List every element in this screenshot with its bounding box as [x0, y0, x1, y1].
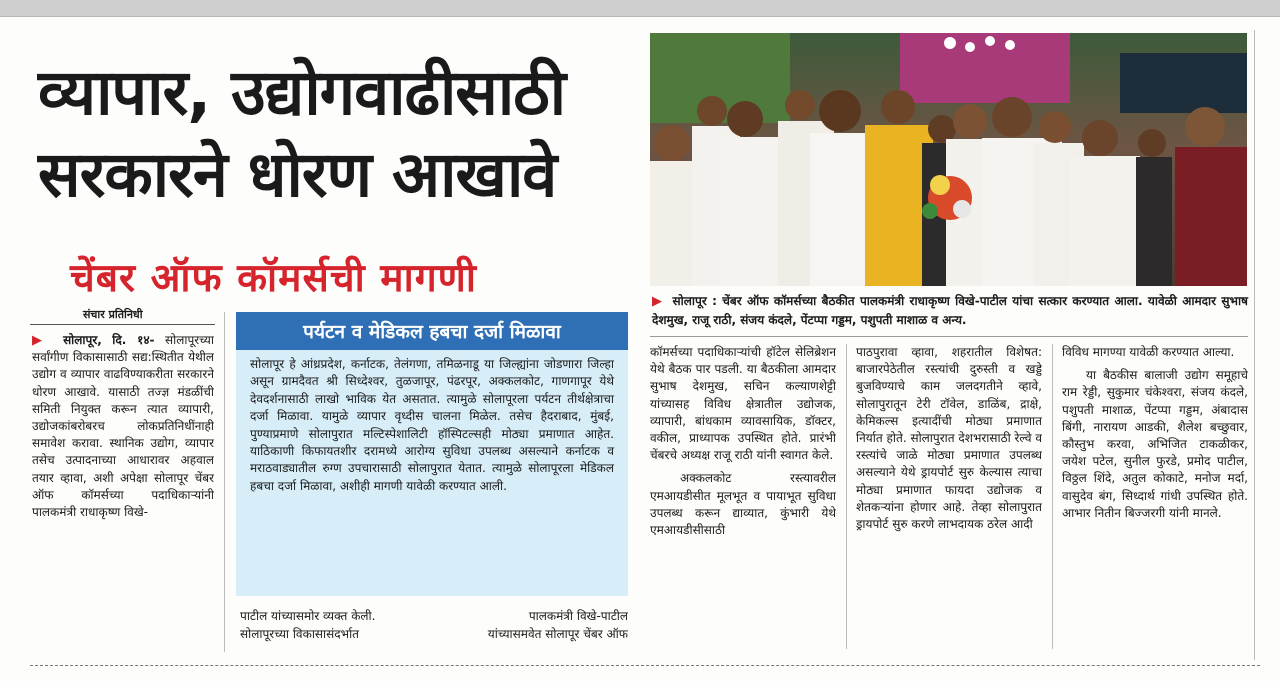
bullet-arrow-icon: ▶: [32, 333, 49, 348]
byline: संचार प्रतिनिधी: [83, 308, 143, 321]
column-divider: [224, 312, 225, 652]
photo-caption: [652, 292, 1248, 330]
caption-arrow-icon: ▶: [652, 294, 664, 309]
headline: [38, 52, 638, 216]
below-box-line1-b: पालकमंत्री विखे-पाटील: [528, 609, 628, 623]
column-5: [1062, 344, 1248, 649]
column-3-para-1: कॉमर्सच्या पदाधिकाऱ्यांची हॉटेल सेलिब्रेशन येथे बैठक पार पडली. या बैठकीला आमदार सुभाष देशमुख, सचिन कल्याणशेट्टी यांच्यासह विविध क्षेत्रातील उद्योजक, व्यापारी, बांधकाम व्यावसायिक, डॉक्टर, वकील, प्राध्यापक उपस्थित होते. प्रारंभी चेंबरचे अध्यक्ष राजू राठी यांनी स्वागत केले.: [650, 345, 836, 463]
dateline-date: दि. १४-: [112, 333, 155, 347]
adjacent-article-fragment: [1258, 33, 1280, 653]
below-box-line2-a: सोलापूरच्या विकासासंदर्भात: [240, 627, 360, 641]
below-box-text: [240, 607, 628, 647]
below-box-line2-b: यांच्यासमवेत सोलापूर चेंबर ऑफ: [487, 627, 628, 641]
column-5-para-1: विविध मागण्या यावेळी करण्यात आल्या.: [1062, 345, 1235, 359]
below-box-line1-a: पाटील यांच्यासमोर व्यक्त केली.: [240, 609, 376, 623]
page-edge-divider: [1254, 30, 1255, 660]
left-column-text: सोलापूरच्या सर्वांगीण विकासासाठी सद्य:स्थितीत येथील उद्योग व व्यापार वाढविण्याकरीता सरकारने धोरण आखावे. यासाठी तज्ज्ञ मंडळींची समिती नियुक्त करून त्यात व्यापारी, उद्योजकांबरोबरच लोकप्रतिनिधींनाही समावेश करावा. स्थानिक उद्योग, व्यापार तसेच उत्पादनाच्या आधारावर अहवाल तयार व्हावा, अशी अपेक्षा सोलापूर चेंबर ऑफ कॉमर्सच्या पदाधिकाऱ्यांनी पालकमंत्री राधाकृष्ण विखे-: [32, 333, 214, 520]
column-3: [650, 344, 836, 649]
top-bar: [0, 0, 1280, 17]
photo-illustration: [650, 33, 1247, 286]
bottom-divider: [30, 665, 1260, 666]
byline-divider: [30, 324, 215, 325]
caption-divider: [650, 336, 1248, 337]
column-divider: [846, 344, 847, 649]
box-body: [236, 350, 628, 596]
box-text: सोलापूर हे आंध्रप्रदेश, कर्नाटक, तेलंगणा, तमिळनाडू या जिल्ह्यांना जोडणारा जिल्हा असून ग्रामदैवत श्री सिध्देश्वर, तुळजापूर, पंढरपूर, अक्कलकोट, गाणगापूर येथे देवदर्शनासाठी लाखो भाविक येत असतात. त्यामुळे सोलापूरला पर्यटन तीर्थक्षेत्राचा दर्जा मिळावा. यामुळे व्यापार वृध्दीस चालना मिळेल. तसेच हैदराबाद, मुंबई, पुण्याप्रमाणे सोलापुरात मल्टिस्पेशालिटी हॉस्पिटल्सही मोठ्या प्रमाणात आहेत. याठिकाणी किफायतशीर दरामध्ये आरोग्य सुविधा उपलब्ध असल्याने कर्नाटक व मराठवाड्यातील रुग्ण उपचारासाठी सोलापुरात येतात. त्यामुळे सोलापूरला मेडिकल हबचा दर्जा मिळावा, अशीही मागणी यावेळी करण्यात आली.: [250, 357, 614, 493]
headline-line-2: सरकारने धोरण आखावे: [38, 138, 557, 211]
column-5-para-2: या बैठकीस बालाजी उद्योग समूहाचे राम रेड्डी, सुकुमार चंकेश्वरा, संजय कंदले, पशुपती माशाळ, पेंटप्पा गड्डम, अंबादास बिंगी, नारायण आडकी, शैलेश बच्छुवार, कौस्तुभ करवा, अभिजित टाकळीकर, जयेश पटेल, सुनील फुरडे, प्रमोद पाटील, विठ्ठल शिंदे, अतुल कोकाटे, मनोज मर्दा, वासुदेव बंग, सिध्दार्थ गांधी उपस्थित होते. आभार नितीन बिज्जरगी यांनी मानले.: [1062, 368, 1248, 520]
news-photo: [650, 33, 1247, 286]
box-title: पर्यटन व मेडिकल हबचा दर्जा मिळावा: [236, 312, 628, 350]
subheadline: चेंबर ऑफ कॉमर्सची मागणी: [70, 256, 477, 301]
headline-line-1: व्यापार, उद्योगवाढीसाठी: [38, 56, 566, 129]
caption-text: सोलापूर : चेंबर ऑफ कॉमर्सच्या बैठकीत पालकमंत्री राधाकृष्ण विखे-पाटील यांचा सत्कार करण्यात आला. यावेळी आमदार सुभाष देशमुख, राजू राठी, संजय कंदले, पेंटप्पा गड्डम, पशुपती माशाळ व अन्य.: [652, 294, 1248, 327]
column-3-para-2: अक्कलकोट रस्त्यावरील एमआयडीसीत मूलभूत व पायाभूत सुविधा उपलब्ध करून द्याव्यात, कुंभारी येथे एमआयडीसीसाठी: [650, 471, 836, 538]
column-divider: [1052, 344, 1053, 649]
dateline-location: सोलापूर,: [63, 333, 102, 347]
column-4: [856, 344, 1042, 649]
column-4-para-1: पाठपुरावा व्हावा, शहरातील विशेषत: बाजारपेठेतील रस्त्यांची दुरुस्ती व खड्डे बुजविण्याचे काम जलदगतीने व्हावे, सोलापुरातून टेरी टॉवेल, डाळिंब, द्राक्षे, केमिकल्स इत्यादींची मोठ्या प्रमाणात निर्यात होते. सोलापुरात देशभरासाठी रेल्वे व रस्त्यांचे जाळे मोठ्या प्रमाणात उपलब्ध असल्याने येथे ड्रायपोर्ट सुरु केल्यास त्याचा मोठ्या प्रमाणात फायदा उद्योजक व शेतकऱ्यांना होणार आहे. तेव्हा सोलापुरात ड्रायपोर्ट सुरु करणे लाभदायक ठरेल आदी: [856, 345, 1042, 532]
left-column: [32, 332, 214, 642]
